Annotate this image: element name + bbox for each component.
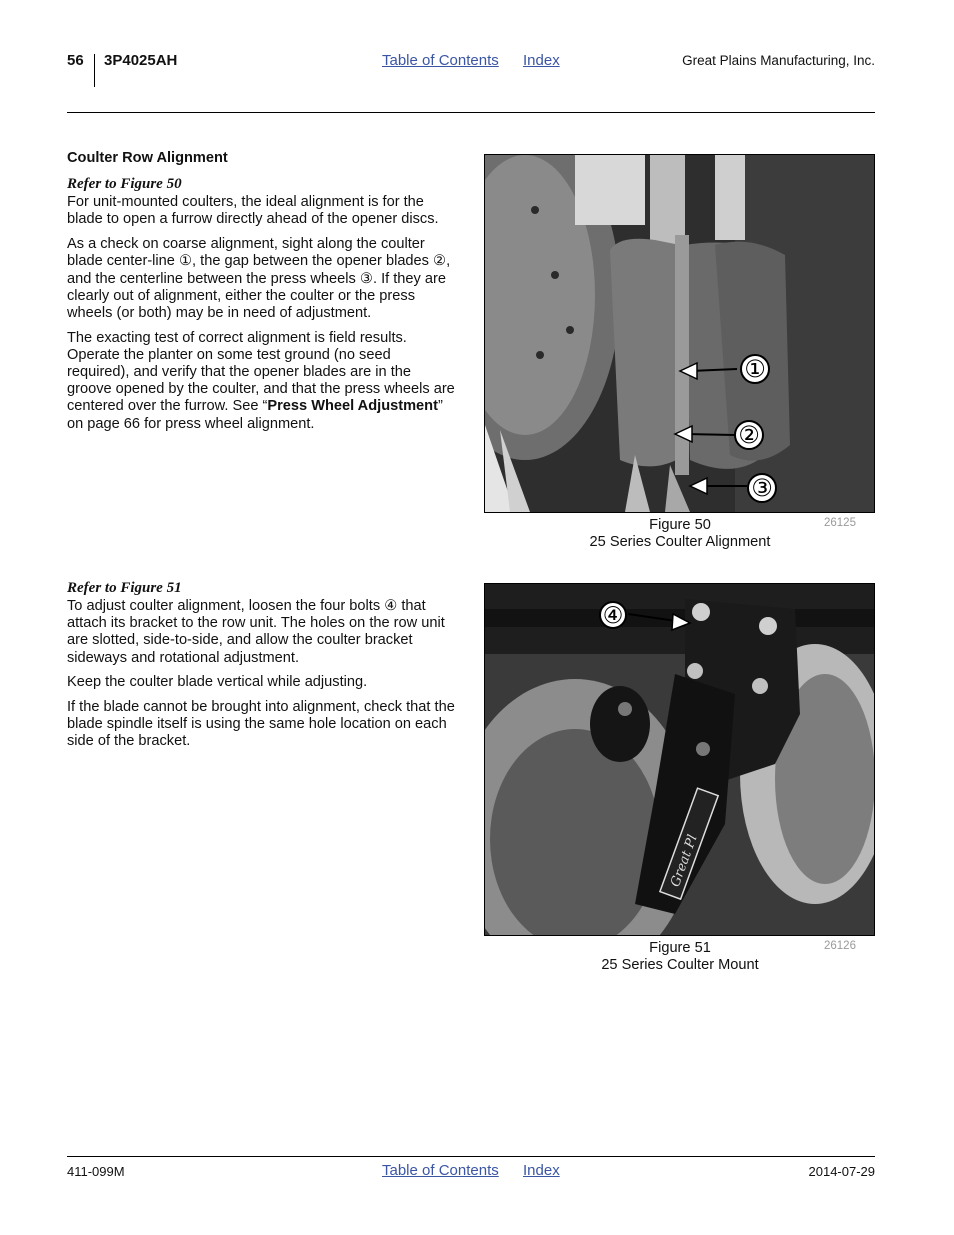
section-lower bbox=[67, 579, 457, 758]
figure-50-number: 26125 bbox=[824, 517, 856, 529]
refer-figure-50: Refer to Figure 50 bbox=[67, 176, 182, 193]
figure-50-caption bbox=[485, 517, 875, 552]
model-number: 3P4025AH bbox=[104, 52, 178, 69]
callout-4: ④ bbox=[602, 603, 624, 629]
callout-2: ② bbox=[738, 421, 760, 449]
field-results-text: The exacting test of correct alignment is field results. Operate the planter on some test ground (no seed required), and verify that the opener blades are in the groove opened by the coulter, and that the press wheels are centered over the furrow. See “ bbox=[67, 329, 455, 415]
company-name: Great Plains Manufacturing, Inc. bbox=[682, 53, 875, 68]
figure-50-label: Figure 50 bbox=[649, 517, 711, 533]
page-number: 56 bbox=[67, 52, 84, 69]
paragraph-coarse-check: As a check on coarse alignment, sight along the coulter blade center-line ①, the gap between the opener blades ②, and the centerline between the press wheels ③. If they are clearly out of alignment, either the coulter or the press wheels (or both) may be in need of adjustment. bbox=[67, 236, 451, 321]
figure-51-title: 25 Series Coulter Mount bbox=[601, 957, 759, 974]
paragraph-keep-vertical: Keep the coulter blade vertical while adjusting. bbox=[67, 674, 368, 691]
figure-50-photo bbox=[484, 154, 875, 513]
paragraph-field-results bbox=[67, 330, 457, 433]
footer-rule bbox=[67, 1156, 875, 1157]
header-index-link[interactable]: Index bbox=[523, 52, 560, 69]
callout-3: ③ bbox=[751, 474, 773, 502]
doc-number: 411-099M bbox=[67, 1164, 125, 1179]
field-results-tail: ” on page 66 for press wheel alignment. bbox=[67, 398, 443, 432]
figure-51-caption bbox=[485, 940, 875, 975]
publish-date: 2014-07-29 bbox=[808, 1164, 875, 1179]
header-toc-link[interactable]: Table of Contents bbox=[382, 52, 499, 69]
figure-50-title: 25 Series Coulter Alignment bbox=[589, 534, 771, 551]
paragraph-loosen-bolts: To adjust coulter alignment, loosen the four bolts ④ that attach its bracket to the row unit. The holes on the row unit are slotted, side-to-side, and allow the coulter bracket sideways and rotational adjustment. bbox=[67, 598, 445, 666]
header-separator bbox=[94, 54, 95, 87]
paragraph-spindle-check: If the blade cannot be brought into alignment, check that the blade spindle itself is using the same hole location on each side of the bracket. bbox=[67, 699, 455, 750]
section-title: Coulter Row Alignment bbox=[67, 150, 228, 166]
figure-51-label: Figure 51 bbox=[649, 940, 711, 956]
footer-toc-link[interactable]: Table of Contents bbox=[382, 1162, 499, 1179]
footer-index-link[interactable]: Index bbox=[523, 1162, 560, 1179]
header-rule bbox=[67, 112, 875, 113]
decal-text: Great Pl bbox=[668, 832, 701, 890]
press-wheel-reference: Press Wheel Adjustment bbox=[267, 398, 438, 415]
figure-51-number: 26126 bbox=[824, 940, 856, 952]
callout-1: ① bbox=[744, 355, 766, 383]
section-upper bbox=[67, 150, 457, 440]
paragraph-ideal-alignment: For unit-mounted coulters, the ideal alignment is for the blade to open a furrow directly ahead of the opener discs. bbox=[67, 194, 439, 228]
refer-figure-51: Refer to Figure 51 bbox=[67, 580, 182, 596]
figure-51-photo bbox=[484, 583, 875, 936]
